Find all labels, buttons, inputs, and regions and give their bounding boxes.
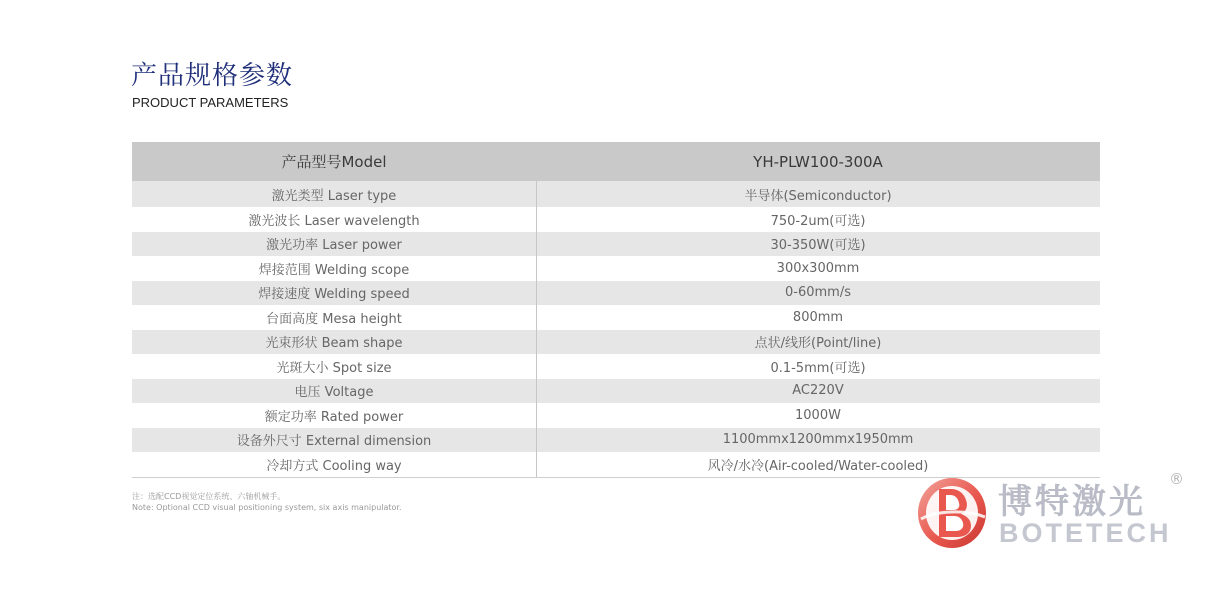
row-value: 1100mmx1200mmx1950mm <box>722 432 914 448</box>
header-value: YH-PLW100-300A <box>753 152 883 171</box>
row-label: 光斑大小 Spot size <box>276 360 392 376</box>
row-label: 光束形状 Beam shape <box>265 336 403 352</box>
row-value: 风冷/水冷(Air-cooled/Water-cooled) <box>707 458 929 474</box>
row-value: AC220V <box>792 383 844 399</box>
table-body <box>132 181 1100 477</box>
row-label: 电压 Voltage <box>294 385 374 401</box>
footnote-cn: 注：选配CCD视觉定位系统、六轴机械手。 <box>132 492 286 501</box>
table-row <box>132 354 1100 379</box>
company-logo <box>915 470 1190 555</box>
footnote-en: Note: Optional CCD visual positioning system, six axis manipulator. <box>132 503 402 512</box>
row-label: 台面高度 Mesa height <box>266 311 402 327</box>
table-row <box>132 379 1100 404</box>
table-row <box>132 232 1100 257</box>
table-row <box>132 330 1100 355</box>
row-label: 激光类型 Laser type <box>271 188 397 204</box>
table-row <box>132 281 1100 306</box>
table-row <box>132 181 1100 207</box>
row-value: 300x300mm <box>776 260 860 276</box>
row-label: 焊接范围 Welding scope <box>258 262 410 278</box>
table-row <box>132 428 1100 453</box>
table-row <box>132 256 1100 281</box>
footnote <box>132 491 402 513</box>
registered-mark: ® <box>1169 470 1184 488</box>
table-row <box>132 403 1100 428</box>
header-label: 产品型号Model <box>281 153 387 171</box>
row-label: 设备外尺寸 External dimension <box>236 434 432 450</box>
row-label: 焊接速度 Welding speed <box>258 287 410 303</box>
page-subtitle: PRODUCT PARAMETERS <box>132 95 289 110</box>
row-value: 0-60mm/s <box>785 285 851 301</box>
row-value: 点状/线形(Point/line) <box>754 336 882 352</box>
row-label: 冷却方式 Cooling way <box>266 458 402 474</box>
b-circle-logo-icon <box>915 475 989 551</box>
table-row <box>132 207 1100 232</box>
spec-table <box>132 142 1100 478</box>
page-title: 产品规格参数 <box>131 61 294 91</box>
row-value: 30-350W(可选) <box>770 238 866 254</box>
row-label: 激光功率 Laser power <box>266 238 402 254</box>
column-divider <box>536 181 537 477</box>
row-value: 800mm <box>792 309 844 325</box>
row-value: 0.1-5mm(可选) <box>770 360 866 376</box>
table-header-row <box>132 142 1100 181</box>
logo-text-cn: 博特激光 <box>998 482 1146 522</box>
row-value: 750-2um(可选) <box>770 213 866 229</box>
table-row <box>132 305 1100 330</box>
row-value: 1000W <box>795 407 841 423</box>
row-label: 额定功率 Rated power <box>264 409 404 425</box>
row-label: 激光波长 Laser wavelength <box>248 213 420 229</box>
logo-text-en: BOTETECH <box>999 518 1172 548</box>
row-value: 半导体(Semiconductor) <box>744 188 892 204</box>
